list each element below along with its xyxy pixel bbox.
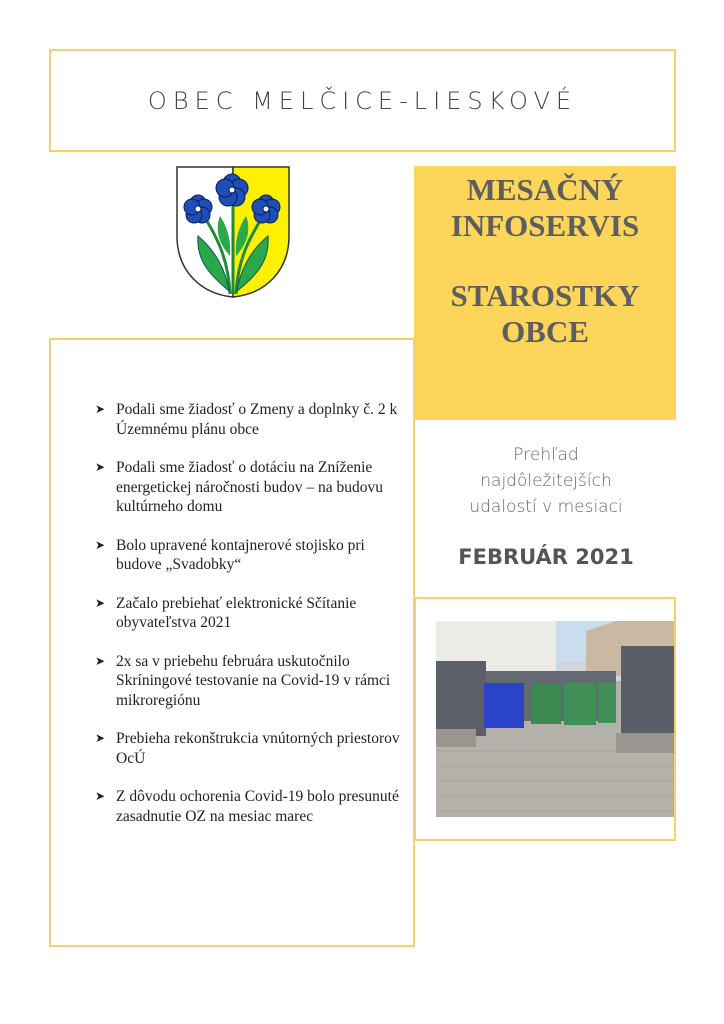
- banner-line: INFOSERVIS: [450, 208, 640, 243]
- list-item: [95, 400, 405, 439]
- overview-line: Prehľad: [513, 445, 579, 465]
- arrowhead-bullet-icon: ➤: [95, 653, 106, 668]
- title-box: [49, 49, 676, 152]
- arrowhead-bullet-icon: ➤: [95, 595, 106, 610]
- item-text: Prebieha rekonštrukcia vnútorných priestorov OcÚ: [116, 730, 400, 767]
- overview-text: [416, 442, 676, 520]
- coat-of-arms-icon: [176, 166, 290, 298]
- month-label: FEBRUÁR 2021: [458, 545, 634, 569]
- arrowhead-bullet-icon: ➤: [95, 789, 106, 803]
- container-stand-photo: [436, 621, 674, 817]
- municipality-title: OBEC MELČICE-LIESKOVÉ: [147, 86, 578, 115]
- arrowhead-bullet-icon: ➤: [95, 731, 106, 745]
- item-text: Bolo upravené kontajnerové stojisko pri budove „Svadobky“: [116, 536, 365, 573]
- arrowhead-bullet-icon: ➤: [95, 537, 106, 552]
- list-item: [95, 458, 405, 517]
- overview-line: udalostí v mesiaci: [469, 497, 623, 517]
- list-item: [95, 536, 405, 575]
- banner-line: STAROSTKY: [450, 278, 640, 313]
- item-text: Z dôvodu ochorenia Covid-19 bolo presunuté zasadnutie OZ na mesiac marec: [116, 788, 399, 825]
- arrowhead-bullet-icon: ➤: [95, 402, 106, 416]
- list-item: [95, 652, 405, 711]
- arrowhead-bullet-icon: ➤: [95, 460, 106, 474]
- item-text: Podali sme žiadosť o Zmeny a doplnky č. 2 k Územnému plánu obce: [116, 401, 398, 438]
- overview-line: najdôležitejších: [480, 471, 612, 491]
- list-item: [95, 787, 405, 826]
- news-list: [95, 400, 405, 845]
- list-item: [95, 729, 405, 768]
- item-text: Začalo prebiehať elektronické Sčítanie obyvateľstva 2021: [116, 594, 357, 631]
- banner-line: MESAČNÝ: [466, 172, 624, 207]
- banner-block: [414, 166, 676, 420]
- list-item: [95, 594, 405, 633]
- item-text: 2x sa v priebehu februára uskutočnilo Skríningové testovanie na Covid-19 v rámci mikroregiónu: [116, 652, 391, 709]
- banner-line: OBCE: [501, 314, 589, 349]
- item-text: Podali sme žiadosť o dotáciu na Zníženie energetickej náročnosti budov – na budovu kultúrneho domu: [116, 459, 384, 515]
